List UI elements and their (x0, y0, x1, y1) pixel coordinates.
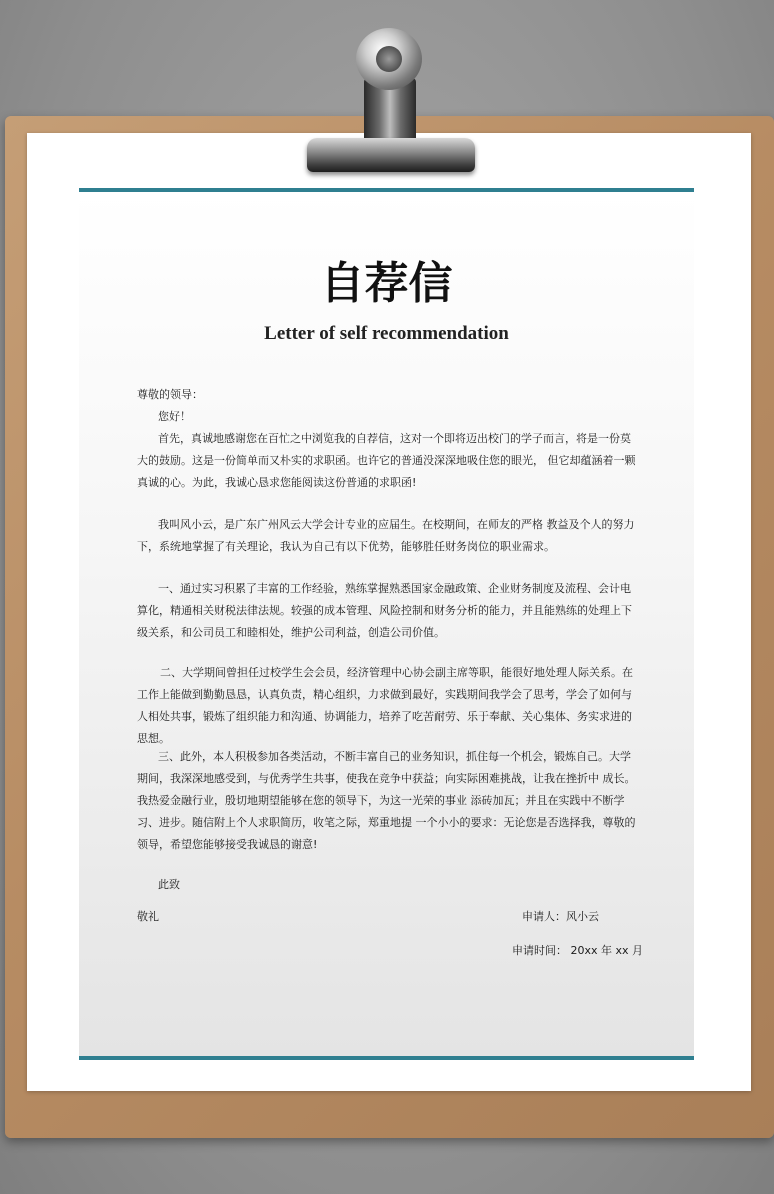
clip-hole (376, 46, 402, 72)
salutation: 尊敬的领导： (137, 388, 203, 401)
paragraph-intro: 首先，真诚地感谢您在百忙之中浏览我的自荐信，这对一个即将迈出校门的学子而言，将是一份莫大的鼓励。这是一份简单而又朴实的求职函。也许它的普通没深深地吸住您的眼光， 但它却蕴涵着一颗真诚的心。为此，我诚心恳求您能阅读这份普通的求职函! (137, 432, 636, 489)
closing-text: 此致 (158, 878, 180, 891)
letter-subtitle: Letter of self recommendation (264, 323, 509, 344)
clip-base (307, 138, 475, 172)
letter-title: 自荐信 (320, 258, 453, 309)
paragraph-point-2: 二、大学期间曾担任过校学生会会员，经济管理中心协会副主席等职，能很好地处理人际关系。在工作上能做到勤勤恳恳，认真负责，精心组织，力求做到最好，实践期间我学会了思考，学会了如何与人相处共事，锻炼了组织能力和沟通、协调能力，培养了吃苦耐劳、乐于奉献、关心集体、务实求进的思想。 (137, 666, 633, 745)
bottom-divider (79, 1056, 694, 1060)
paragraph-point-1: 一、通过实习积累了丰富的工作经验，熟练掌握熟悉国家金融政策、企业财务制度及流程、会计电算化，精通相关财税法律法规。较强的成本管理、风险控制和财务分析的能力，并且能熟练的处理上下级关系，和公司员工和睦相处，维护公司利益，创造公司价值。 (137, 582, 632, 639)
paragraph-self-intro: 我叫风小云，是广东广州风云大学会计专业的应届生。在校期间，在师友的严格 教益及个人的努力下，系统地掌握了有关理论，我认为自己有以下优势，能够胜任财务岗位的职业需求。 (137, 518, 635, 553)
regards-text: 敬礼 (137, 910, 159, 923)
paragraph-point-3: 三、此外，本人积极参加各类活动，不断丰富自己的业务知识，抓住每一个机会，锻炼自己。大学期间，我深深地感受到，与优秀学生共事，使我在竞争中获益；向实际困难挑战，让我在挫折中 成长。我热爱金融行业，殷切地期望能够在您的领导下，为这一光荣的事业 添砖加瓦；并且在实践中不断学习、进步。随信附上个人求职简历，收笔之际，郑重地提 一个小小的要求：无论您是否选择我，尊敬的领导，希望您能够接受我诚恳的谢意! (137, 750, 636, 851)
top-divider (79, 188, 694, 192)
application-date: 申请时间： 20xx 年 xx 月 (512, 944, 644, 957)
applicant-name: 申请人：风小云 (522, 910, 599, 923)
greeting: 您好！ (158, 410, 191, 423)
